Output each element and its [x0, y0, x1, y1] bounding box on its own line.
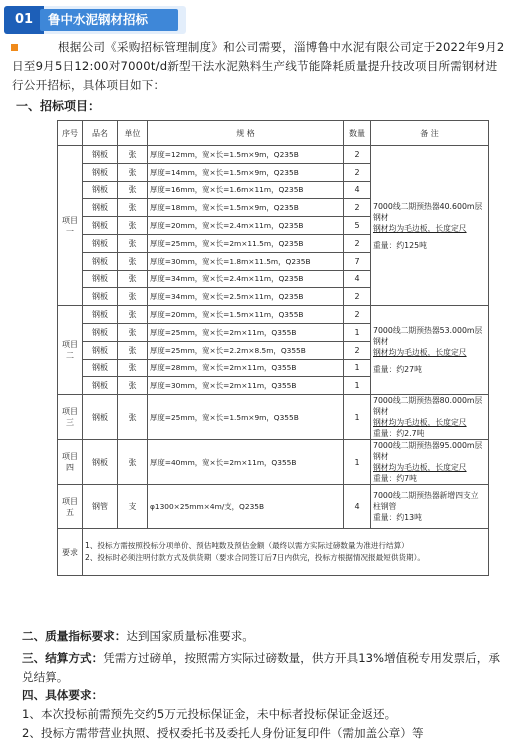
- unit-cell: 张: [118, 440, 148, 485]
- requirements-row: [58, 529, 489, 576]
- remark-cell: [371, 395, 489, 440]
- table-row: [58, 306, 489, 324]
- tender-table: [57, 120, 489, 576]
- remark-location: 7000线二期预热器53.000m层钢材: [373, 326, 483, 347]
- spec-cell: 厚度=34mm，宽×长=2.5m×11m，Q235B: [148, 288, 344, 306]
- spec-cell: 厚度=18mm，宽×长=1.5m×9m，Q235B: [148, 199, 344, 217]
- quantity-cell: 2: [344, 199, 371, 217]
- remark-cell: [371, 146, 489, 306]
- remark-location: 7000线二期预热器40.600m层钢材: [373, 201, 483, 222]
- header-name: 品名: [83, 121, 118, 146]
- product-name: 钢板: [83, 377, 118, 395]
- spec-cell: 厚度=30mm，宽×长=2m×11m，Q355B: [148, 377, 344, 395]
- section-2: [22, 627, 254, 646]
- quantity-cell: 2: [344, 288, 371, 306]
- quantity-cell: 2: [344, 341, 371, 359]
- spec-cell: 厚度=30mm，宽×长=1.8m×11.5m，Q235B: [148, 252, 344, 270]
- section-header: [0, 6, 516, 34]
- section-title: 鲁中水泥钢材招标: [40, 9, 178, 31]
- remark-weight: 重量：约7吨: [373, 474, 417, 484]
- header-qty: 数量: [344, 121, 371, 146]
- remark-material: 钢材均为毛边板，长度定尺: [373, 463, 467, 473]
- remark-cell: [371, 440, 489, 485]
- spec-cell: 厚度=12mm，宽×长=1.5m×9m，Q235B: [148, 146, 344, 164]
- unit-cell: 张: [118, 234, 148, 252]
- product-name: 钢板: [83, 163, 118, 181]
- remark-material: 钢材均为毛边板，长度定尺: [373, 348, 467, 358]
- remark-material: 钢材均为毛边板，长度定尺: [373, 223, 467, 233]
- unit-cell: 张: [118, 146, 148, 164]
- project-label: 项目二: [58, 306, 83, 395]
- spec-cell: 厚度=25mm，宽×长=1.5m×9m，Q355B: [148, 395, 344, 440]
- product-name: 钢板: [83, 181, 118, 199]
- item-2: 2、投标方需带营业执照、授权委托书及委托人身份证复印件（需加盖公章）等: [22, 726, 424, 740]
- quantity-cell: 2: [344, 306, 371, 324]
- unit-cell: 张: [118, 377, 148, 395]
- section-4-heading: 四、具体要求：: [22, 688, 104, 702]
- remark-weight: 重量：约13吨: [373, 513, 422, 523]
- spec-cell: 厚度=34mm，宽×长=2.4m×11m，Q235B: [148, 270, 344, 288]
- project-label: 项目五: [58, 485, 83, 529]
- product-name: 钢板: [83, 306, 118, 324]
- unit-cell: 张: [118, 341, 148, 359]
- section-3: [22, 649, 508, 687]
- product-name: 钢板: [83, 440, 118, 485]
- quantity-cell: 1: [344, 359, 371, 377]
- section-1-heading: 一、招标项目：: [16, 99, 101, 113]
- spec-cell: 厚度=25mm，宽×长=2.2m×8.5m，Q355B: [148, 341, 344, 359]
- spec-cell: 厚度=25mm，宽×长=2m×11.5m，Q235B: [148, 234, 344, 252]
- remark-location: 7000线二期预热器95.000m层钢材: [373, 441, 483, 462]
- unit-cell: 张: [118, 395, 148, 440]
- unit-cell: 张: [118, 199, 148, 217]
- product-name: 钢板: [83, 270, 118, 288]
- remark-weight: 重量：约125吨: [373, 240, 427, 250]
- header-unit: 单位: [118, 121, 148, 146]
- project-label: 项目一: [58, 146, 83, 306]
- product-name: 钢板: [83, 217, 118, 235]
- requirements-text: [83, 529, 489, 576]
- product-name: 钢板: [83, 252, 118, 270]
- table-header-row: [58, 121, 489, 146]
- product-name: 钢板: [83, 234, 118, 252]
- quantity-cell: 1: [344, 323, 371, 341]
- quantity-cell: 4: [344, 270, 371, 288]
- unit-cell: 张: [118, 270, 148, 288]
- product-name: 钢板: [83, 146, 118, 164]
- product-name: 钢板: [83, 359, 118, 377]
- spec-cell: 厚度=20mm，宽×长=1.5m×11m，Q355B: [148, 306, 344, 324]
- spec-cell: 厚度=40mm，宽×长=2m×11m，Q355B: [148, 440, 344, 485]
- header-spec: 规 格: [148, 121, 344, 146]
- requirement-2: 2、投标时必须注明付款方式及供货期（要求合同签订后7日内供完，投标方根据情况报最短供货期）。: [85, 553, 425, 563]
- unit-cell: 张: [118, 163, 148, 181]
- remark-material: 钢材均为毛边板，长度定尺: [373, 418, 467, 428]
- quantity-cell: 1: [344, 377, 371, 395]
- product-name: 钢管: [83, 485, 118, 529]
- section-2-label: 二、质量指标要求：: [22, 629, 127, 643]
- quantity-cell: 4: [344, 485, 371, 529]
- section-2-text: 达到国家质量标准要求。: [126, 629, 254, 643]
- unit-cell: 张: [118, 306, 148, 324]
- table-row: [58, 395, 489, 440]
- requirement-1: 1、投标方需按照投标分项单价、预估吨数及预估金额（最终以需方实际过磅数量为准进行结算）: [85, 541, 409, 551]
- section-3-label: 三、结算方式：: [22, 651, 104, 665]
- quantity-cell: 7: [344, 252, 371, 270]
- spec-cell: 厚度=14mm，宽×长=1.5m×9m，Q235B: [148, 163, 344, 181]
- quantity-cell: 1: [344, 395, 371, 440]
- remark-weight: 重量：约2.7吨: [373, 429, 425, 439]
- header-seq: 序号: [58, 121, 83, 146]
- spec-cell: 厚度=25mm，宽×长=2m×11m，Q355B: [148, 323, 344, 341]
- unit-cell: 支: [118, 485, 148, 529]
- remark-cell: [371, 306, 489, 395]
- requirements-label: 要求: [58, 529, 83, 576]
- unit-cell: 张: [118, 323, 148, 341]
- spec-cell: φ1300×25mm×4m/支，Q235B: [148, 485, 344, 529]
- product-name: 钢板: [83, 395, 118, 440]
- quantity-cell: 2: [344, 234, 371, 252]
- section-number-badge: 01: [4, 6, 44, 34]
- quantity-cell: 2: [344, 163, 371, 181]
- spec-cell: 厚度=28mm，宽×长=2m×11m，Q355B: [148, 359, 344, 377]
- project-label: 项目三: [58, 395, 83, 440]
- item-1: 1、本次投标前需预先交约5万元投标保证金，未中标者投标保证金返还。: [22, 707, 397, 721]
- quantity-cell: 2: [344, 146, 371, 164]
- unit-cell: 张: [118, 288, 148, 306]
- header-note: 备 注: [371, 121, 489, 146]
- unit-cell: 张: [118, 217, 148, 235]
- unit-cell: 张: [118, 181, 148, 199]
- project-label: 项目四: [58, 440, 83, 485]
- spec-cell: 厚度=20mm，宽×长=2.4m×11m，Q235B: [148, 217, 344, 235]
- remark-cell: [371, 485, 489, 529]
- product-name: 钢板: [83, 288, 118, 306]
- unit-cell: 张: [118, 359, 148, 377]
- quantity-cell: 1: [344, 440, 371, 485]
- remark-location: 7000线二期预热器新增四支立柱钢管: [373, 491, 479, 512]
- product-name: 钢板: [83, 323, 118, 341]
- section-3-text: 凭需方过磅单，按照需方实际过磅数量，供方开具13%增值税专用发票后，承兑结算。: [22, 651, 500, 684]
- remark-weight: 重量：约27吨: [373, 365, 422, 375]
- table-row: [58, 146, 489, 164]
- quantity-cell: 5: [344, 217, 371, 235]
- intro-paragraph: 根据公司《采购招标管理制度》和公司需要，淄博鲁中水泥有限公司定于2022年9月2日至9月5日12:00对7000t/d新型干法水泥熟料生产线节能降耗质量提升技改项目所需钢材进行公开招标，具体项目如下：: [12, 40, 505, 92]
- table-row: [58, 440, 489, 485]
- unit-cell: 张: [118, 252, 148, 270]
- quantity-cell: 4: [344, 181, 371, 199]
- table-row: [58, 485, 489, 529]
- product-name: 钢板: [83, 199, 118, 217]
- spec-cell: 厚度=16mm，宽×长=1.6m×11m，Q235B: [148, 181, 344, 199]
- remark-location: 7000线二期预热器80.000m层钢材: [373, 396, 483, 417]
- product-name: 钢板: [83, 341, 118, 359]
